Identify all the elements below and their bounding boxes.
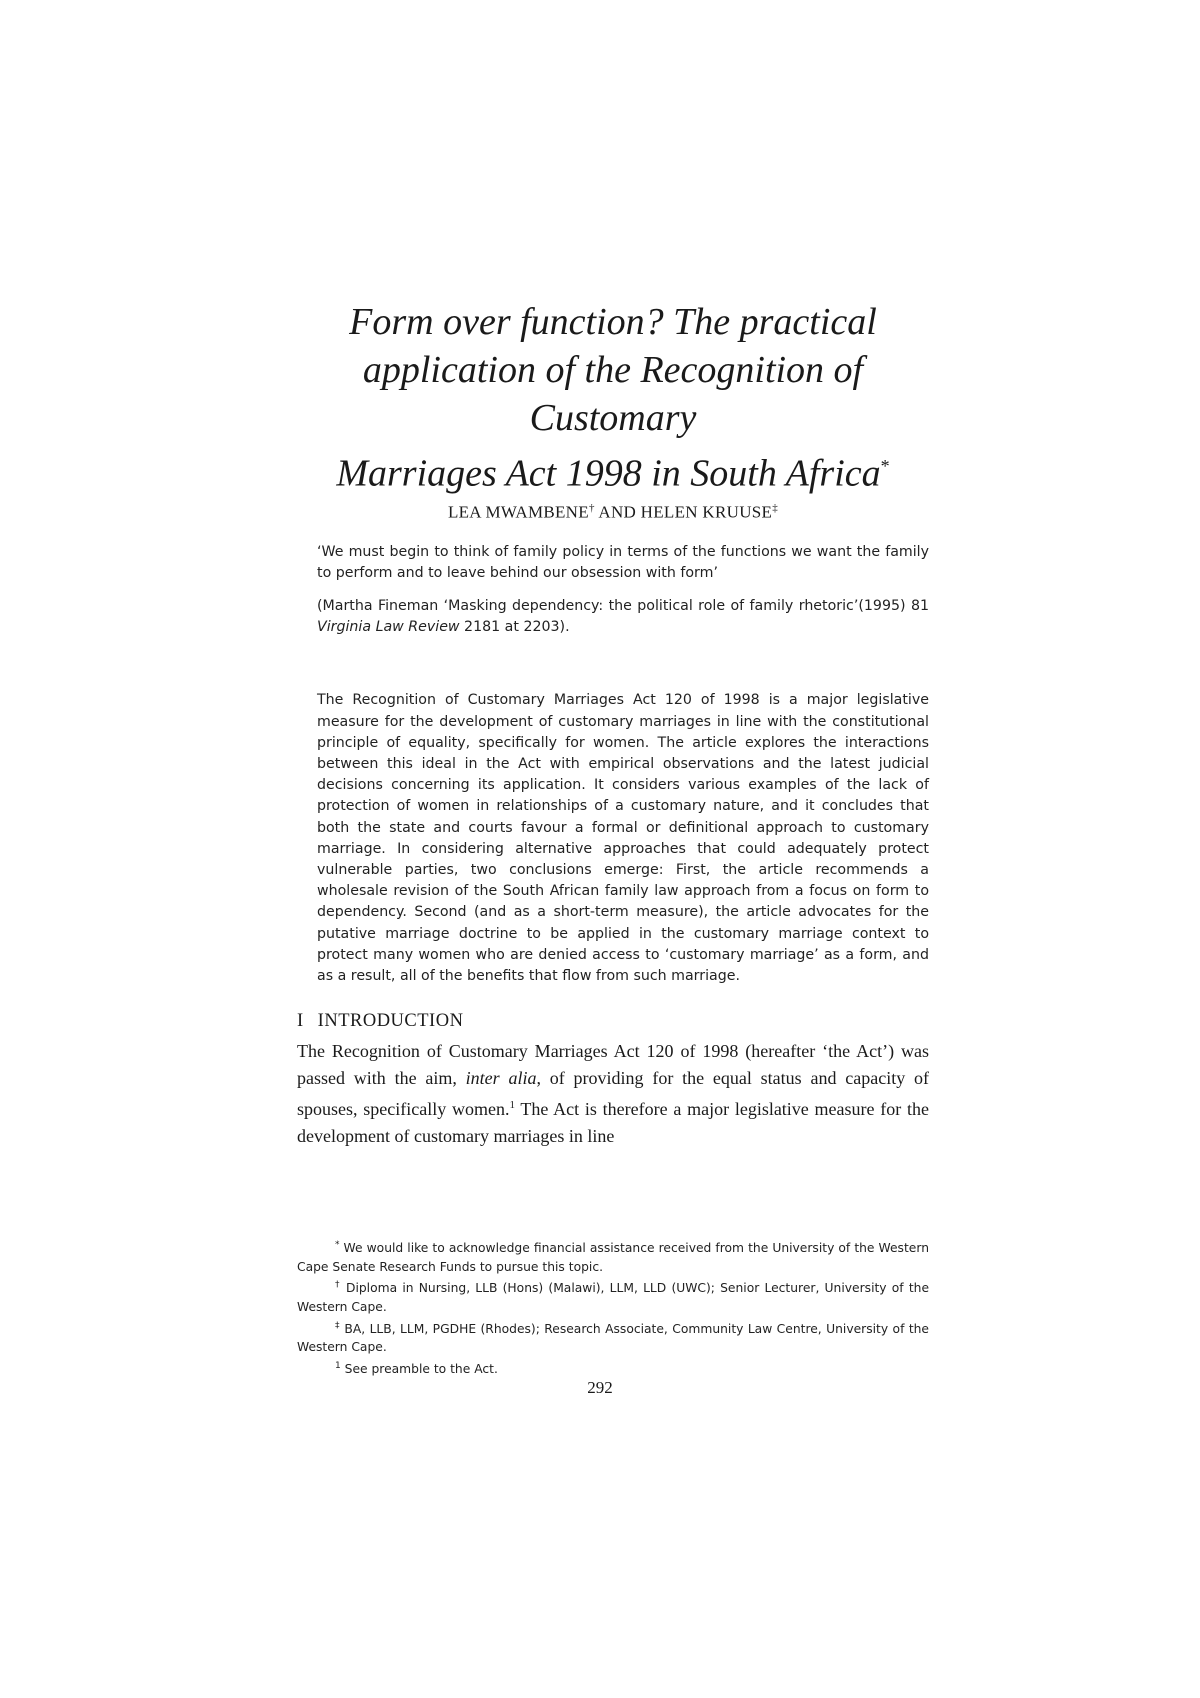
section-title: INTRODUCTION [317, 1011, 464, 1032]
latin-phrase: inter alia [465, 1068, 537, 1089]
title-line: Form over function? The practical [349, 301, 877, 343]
footnote: * We would like to acknowledge financial assistance received from the University of the Western Cape Senate Research Funds to pursue this topic. [297, 1240, 929, 1274]
author-footnote-mark: ‡ [772, 501, 779, 514]
section-number: I [297, 1011, 304, 1032]
journal-name: Virginia Law Review [317, 619, 460, 636]
title-line: application of the Recognition of Customary [362, 349, 864, 439]
abstract: The Recognition of Customary Marriages Act 120 of 1998 is a major legislative measure for the development of customary marriages in line with the constitutional principle of equality, specifically for women. The article explores the interactions between this ideal in the Act with empirical observations and the latest judicial decisions concerning its application. It considers various examples of the lack of protection of women in relationships of a customary nature, and it concludes that both the state and courts favour a formal or definitional approach to customary marriage. In considering alternative approaches that could adequately protect vulnerable parties, two conclusions emerge: First, the article recommends a wholesale revision of the South African family law approach from a focus on form to dependency. Second (and as a short-term measure), the article advocates for the putative marriage doctrine to be applied in the customary marriage context to protect many women who are denied access to ‘customary marriage’ as a form, and as a result, all of the benefits that flow from such marriage. [317, 692, 929, 984]
epigraph-citation: (Martha Fineman ‘Masking dependency: the political role of family rhetoric’(1995) 81 Virginia Law Review 2181 at 2203). [317, 598, 929, 636]
epigraph-quote: ‘We must begin to think of family policy in terms of the functions we want the family to perform and to leave behind our obsession with form’ [317, 544, 929, 582]
author-name: AND HELEN KRUUSE [594, 502, 773, 522]
footnote: $^1$ See preamble to the Act. [335, 1360, 498, 1376]
body-paragraph: The Recognition of Customary Marriages Act 120 of 1998 (hereafter ‘the Act’) was passed with the aim, inter alia, of providing for the equal status and capacity of spouses, specifically women.$^1$ The Act is therefore a major legislative measure for the development of customary marriages in line [297, 1041, 930, 1147]
footnotes [297, 1236, 929, 1379]
article-page [297, 298, 929, 1150]
author-name: LEA MWAMBENE [447, 502, 589, 522]
epigraph [317, 542, 929, 638]
article-title [297, 298, 929, 498]
footnote-reference: 1 [509, 1099, 515, 1112]
footnote: ‡ BA, LLB, LLM, PGDHE (Rhodes); Research Associate, Community Law Centre, University of the Western Cape. [297, 1320, 929, 1355]
title-line: Marriages Act 1998 in South Africa* [336, 452, 890, 495]
footnote: † Diploma in Nursing, LLB (Hons) (Malawi), LLM, LLD (UWC); Senior Lecturer, University of the Western Cape. [297, 1280, 930, 1314]
title-footnote-mark: * [880, 456, 890, 476]
section-heading [297, 1011, 929, 1032]
author-footnote-mark: † [588, 501, 595, 514]
page-number: 292 [587, 1378, 613, 1397]
article-authors [297, 502, 929, 523]
